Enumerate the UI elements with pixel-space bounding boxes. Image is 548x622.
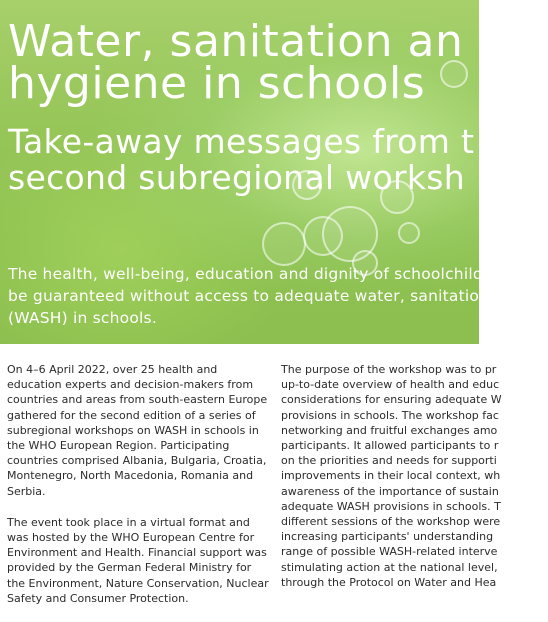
text-line: on the priorities and needs for supporti bbox=[281, 454, 497, 468]
text-line: different sessions of the workshop were bbox=[281, 515, 501, 529]
intro-line-1: The health, well-being, education and dignity of schoolchildren can bbox=[8, 265, 543, 283]
title-line-1: Water, sanitation an bbox=[8, 16, 464, 67]
text-line: adequate WASH provisions in schools. T bbox=[281, 499, 501, 513]
text-line: improvements in their local context, wh bbox=[281, 469, 501, 483]
text-line: The purpose of the workshop was to pr bbox=[281, 363, 497, 376]
title-line-2: hygiene in schools bbox=[8, 58, 426, 109]
bubble-decoration bbox=[398, 222, 420, 244]
bubble-decoration bbox=[262, 222, 306, 266]
body-paragraph: The event took place in a virtual format and was hosted by the WHO European Centre for Environment and Health. Financial support was provided by the German Federal Ministry for the Environment, Nature Conservation, Nuclear Safety and Consumer Protection. bbox=[7, 515, 269, 605]
subtitle-line-1: Take-away messages from t bbox=[8, 122, 475, 161]
text-line: range of possible WASH-related interve bbox=[281, 545, 498, 559]
text-line: increasing participants' understanding bbox=[281, 530, 494, 544]
text-line: considerations for ensuring adequate W bbox=[281, 393, 502, 407]
intro-line-3: (WASH) in schools. bbox=[8, 309, 157, 327]
body-paragraph bbox=[281, 362, 502, 590]
text-line: awareness of the importance of sustain bbox=[281, 484, 499, 498]
text-line: networking and fruitful exchanges amo bbox=[281, 423, 498, 437]
subtitle-line-2: second subregional worksh bbox=[8, 158, 465, 197]
text-line: stimulating action at the national level, bbox=[281, 560, 498, 574]
text-line: through the Protocol on Water and Hea bbox=[281, 575, 497, 589]
text-line: up-to-date overview of health and educ bbox=[281, 378, 500, 392]
body-paragraph: On 4–6 April 2022, over 25 health and education experts and decision-makers from countries and areas from south-eastern Europe gathered for the second edition of a series of subregional workshops on WASH in schools in the WHO European Region. Participating countries comprised Albania, Bulgaria, Croatia, Montenegro, North Macedonia, Romania and Serbia. bbox=[7, 363, 268, 498]
intro-line-2: be guaranteed without access to adequate water, sanitation and hy bbox=[8, 287, 548, 305]
text-line: provisions in schools. The workshop fac bbox=[281, 408, 499, 422]
text-line: participants. It allowed participants to r bbox=[281, 439, 499, 453]
left-column bbox=[7, 362, 269, 622]
right-column bbox=[281, 362, 502, 606]
